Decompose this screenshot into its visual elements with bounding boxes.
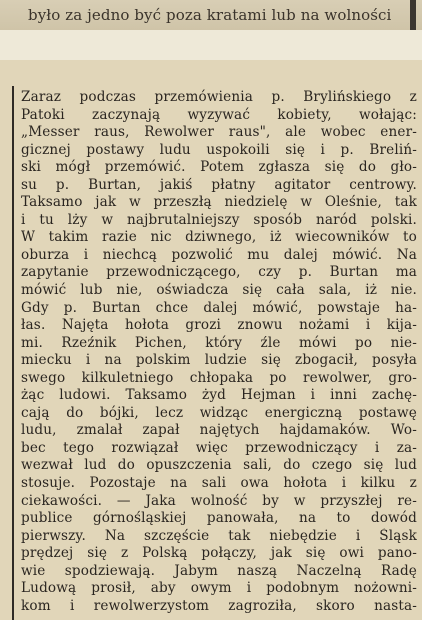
text-line: kom i rewolwerzystom zagroziła, skoro nasta- xyxy=(21,597,417,614)
page-edge xyxy=(410,0,416,30)
text-line: mi. Rzeźnik Pichen, który źle mówi po nie- xyxy=(21,334,417,351)
text-line: wezwał lud do opuszczenia sali, do czego się lud xyxy=(21,457,417,474)
text-line: Taksamo jak w przeszłą niedzielę w Oleśnie, tak xyxy=(21,194,417,211)
previous-article-fragment xyxy=(0,0,422,30)
text-line: żąc ludowi. Taksamo żyd Hejman i inni zachę- xyxy=(21,387,417,404)
text-line: su p. Burtan, jakiś płatny agitator centrowy. xyxy=(21,176,417,193)
text-line: Gdy p. Burtan chce dalej mówić, powstaje ha- xyxy=(21,299,417,316)
text-line: gicznej postawy ludu uspokoili się i p. Breliń- xyxy=(21,141,417,158)
article-column xyxy=(0,60,422,620)
text-line: bec tego rozwiązał więc przewodniczący i za- xyxy=(21,439,417,456)
text-line: wie spodziewają. Jabym naszą Naczelną Radę xyxy=(21,562,417,579)
column-rule xyxy=(12,86,14,620)
text-line: Zaraz podczas przemówienia p. Brylińskiego z xyxy=(21,89,417,105)
article-text xyxy=(21,89,417,615)
text-line: ski mógł przemówić. Potem zgłasza się do gło- xyxy=(21,159,417,176)
text-line: „Messer raus, Rewolwer raus", ale wobec ener- xyxy=(21,124,417,141)
text-line: prędzej się z Polską połączy, jak się owi pano- xyxy=(21,545,417,562)
text-line: i tu lży w najbrutalniejszy sposób naród polski. xyxy=(21,211,417,228)
column-gap xyxy=(0,30,422,60)
text-line: zapytanie przewodniczącego, czy p. Burtan ma xyxy=(21,264,417,281)
text-line: Patoki zaczynają wyzywać kobiety, wołając: xyxy=(21,106,417,123)
text-line: ciekawości. — Jaka wolność by w przyszłej re- xyxy=(21,492,417,509)
fragment-text: było za jedno być poza kratami lub na wolności xyxy=(28,6,392,24)
text-line: Ludową prosił, aby owym i podobnym nożowni- xyxy=(21,580,417,597)
text-line: oburza i niechcą pozwolić mu dalej mówić. Na xyxy=(21,246,417,263)
text-line: stosuje. Pozostaje na sali owa hołota i kilku z xyxy=(21,475,417,492)
text-line: pierwszy. Na szczęście tak niebędzie i Śląsk xyxy=(21,527,417,544)
text-line: W takim razie nic dziwnego, iż wiecowników to xyxy=(21,229,417,246)
text-line: publice górnośląskiej panowała, na to dowód xyxy=(21,510,417,527)
text-line: cają do bójki, lecz widząc energiczną postawę xyxy=(21,404,417,421)
text-line: łas. Najęta hołota grozi znowu nożami i kija- xyxy=(21,317,417,334)
text-line: miecku i na polskim ludzie się zbogacił, posyła xyxy=(21,352,417,369)
text-line: swego kilkuletniego chłopaka po rewolwer, gro- xyxy=(21,369,417,386)
text-line: ludu, zmalał zapał najętych hajdamaków. Wo- xyxy=(21,422,417,439)
text-line: mówić lub nie, oświadcza się cała sala, iż nie. xyxy=(21,282,417,299)
